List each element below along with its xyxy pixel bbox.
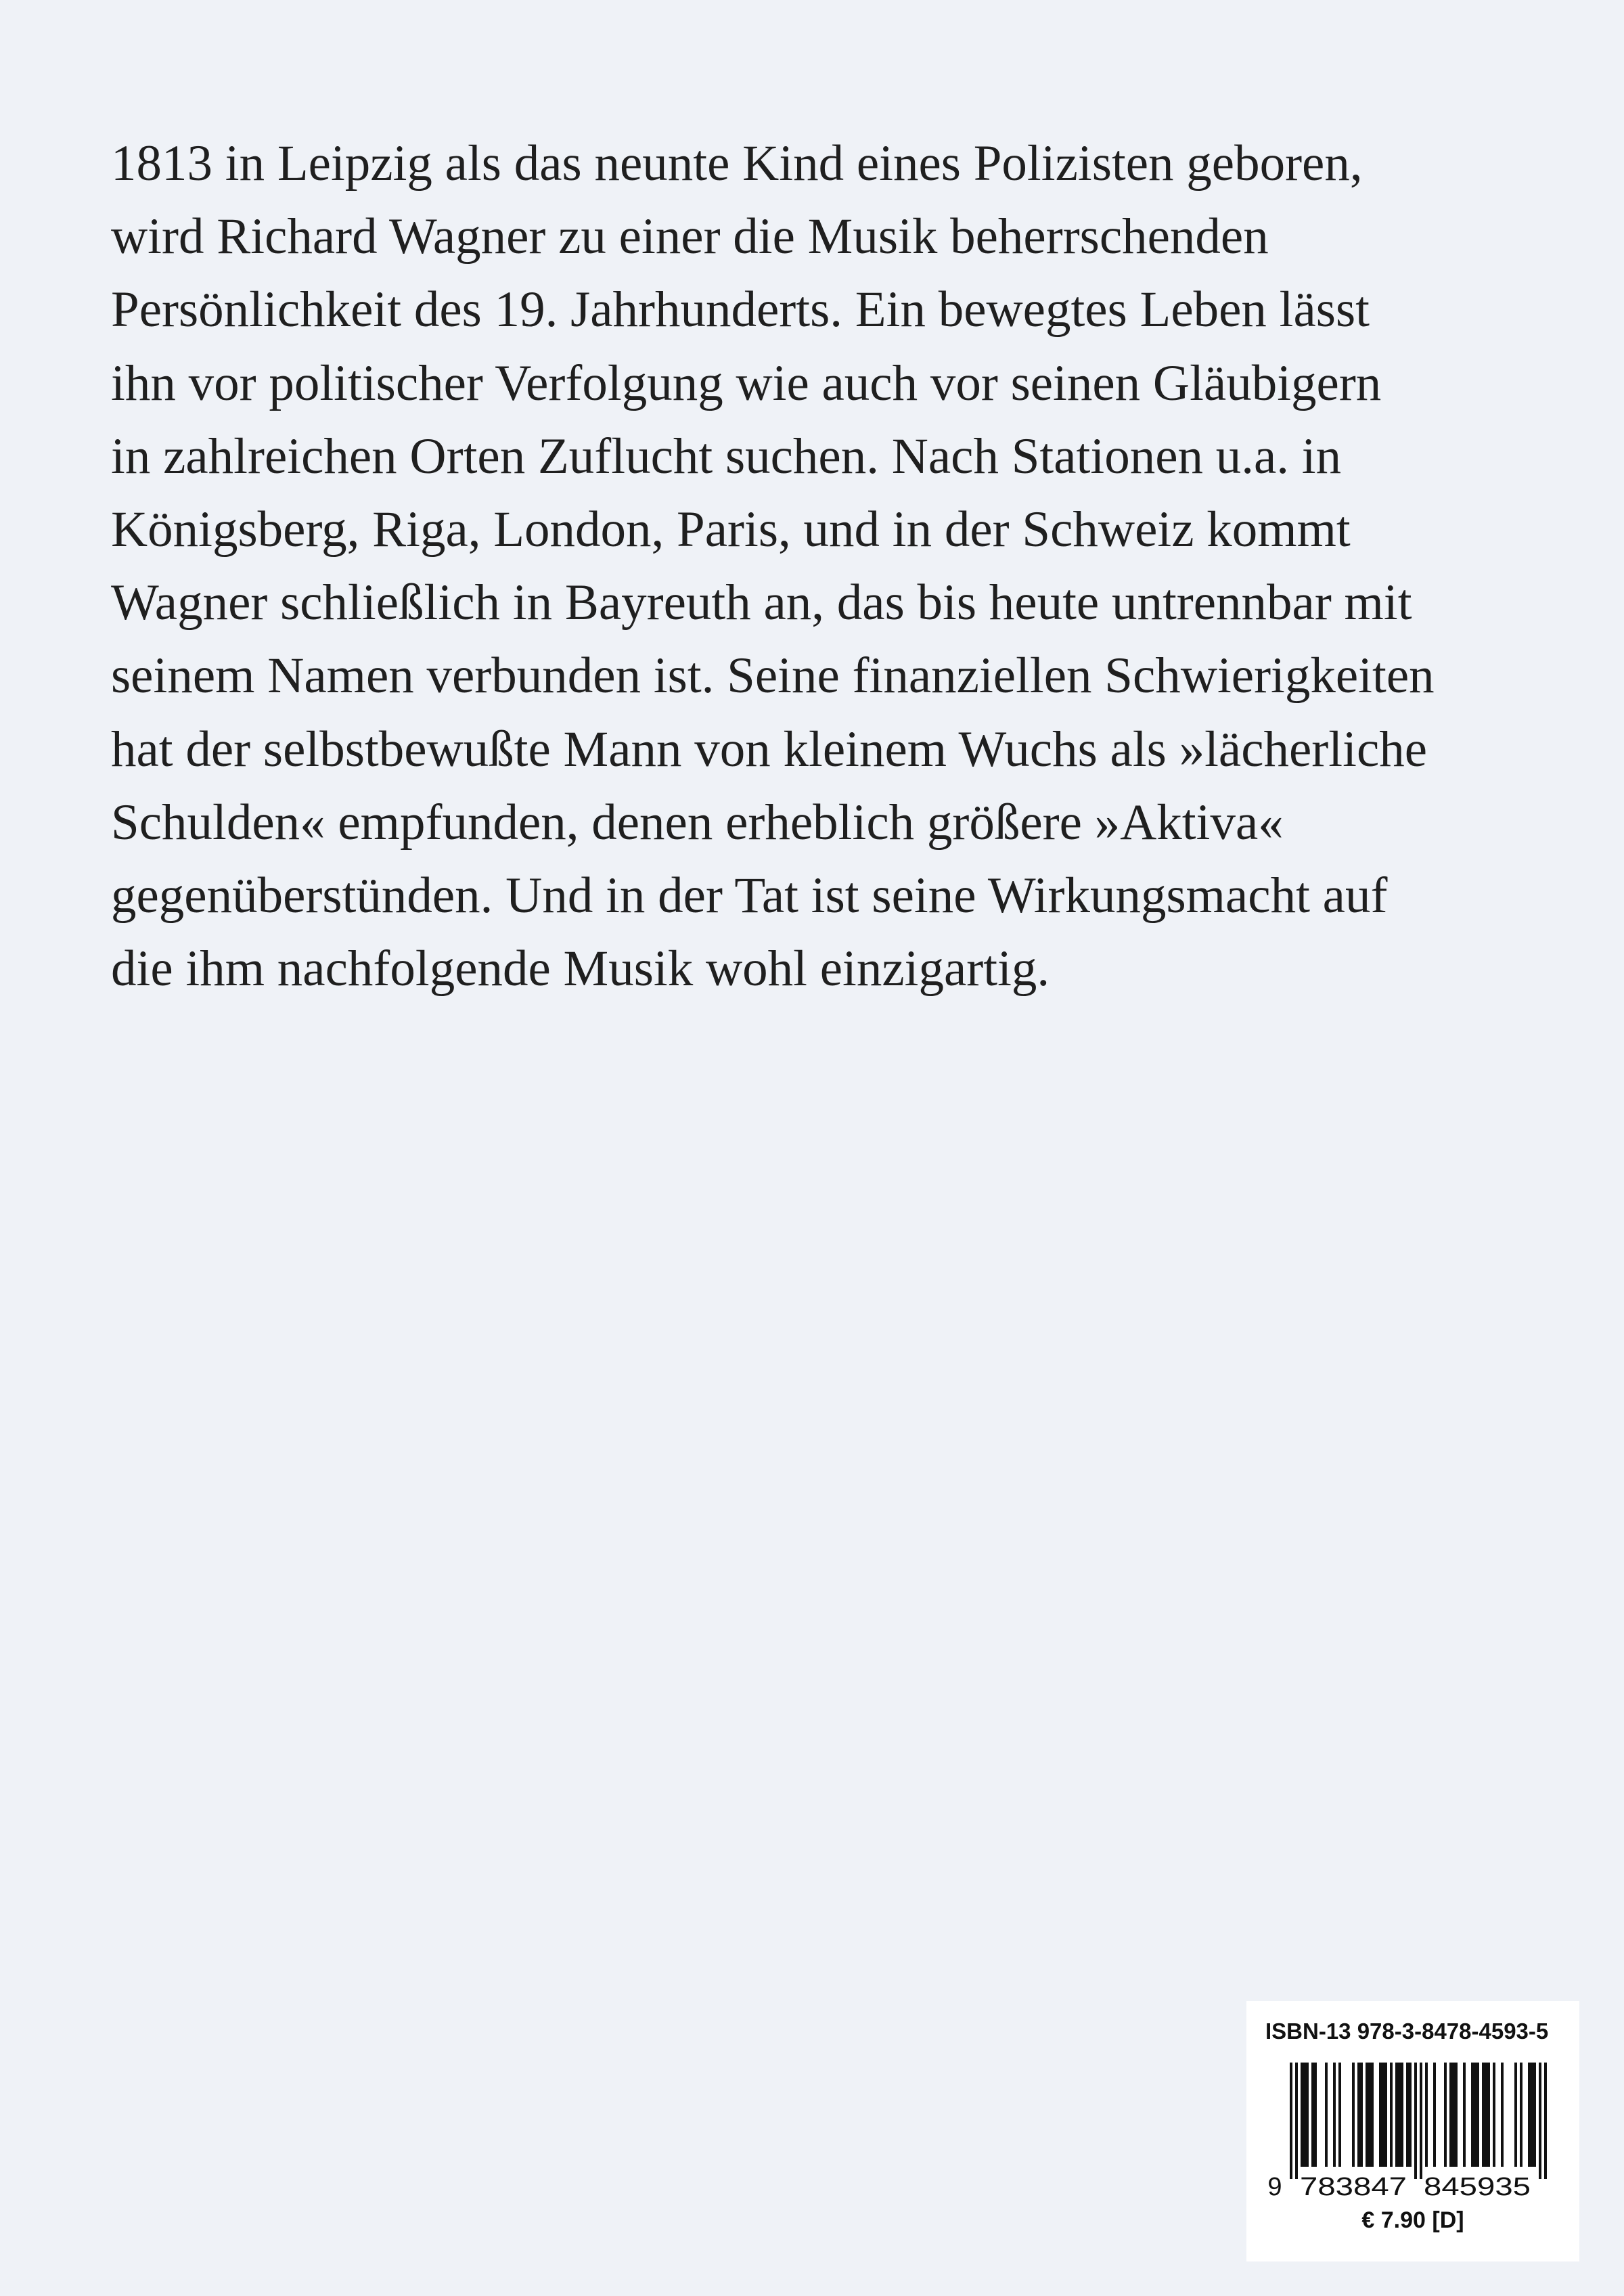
barcode-bar (1333, 2063, 1336, 2167)
barcode-bar (1384, 2063, 1387, 2167)
isbn-number: ISBN-13 978-3-8478-4593-5 (1265, 2019, 1549, 2044)
barcode-bar (1303, 2063, 1306, 2167)
barcode-bar (1487, 2063, 1490, 2167)
barcode-bar (1357, 2063, 1360, 2167)
blurb-line-11: gegenüberstünden. Und in der Tat ist seine Wirkungsmacht auf (111, 868, 1388, 924)
barcode-bar (1414, 2063, 1417, 2179)
barcode-bar (1471, 2063, 1474, 2167)
barcode-bar (1433, 2063, 1436, 2167)
price-label: € 7.90 [D] (1361, 2207, 1464, 2233)
blurb-line-12: die ihm nachfolgende Musik wohl einzigartig. (111, 941, 1050, 997)
barcode-bar (1390, 2063, 1393, 2167)
barcode-bar (1360, 2063, 1363, 2167)
barcode-bar (1493, 2063, 1495, 2167)
ean13-barcode (1265, 2063, 1560, 2198)
barcode-bar (1395, 2063, 1398, 2167)
barcode-bar (1501, 2063, 1504, 2167)
barcode-bar (1325, 2063, 1328, 2167)
barcode-bar (1449, 2063, 1452, 2167)
barcode-bar (1520, 2063, 1522, 2167)
barcode-bar (1533, 2063, 1536, 2167)
barcode-bar (1311, 2063, 1314, 2167)
barcode-bar (1539, 2063, 1541, 2179)
barcode-bar (1463, 2063, 1466, 2167)
barcode-bars (1290, 2063, 1547, 2179)
book-blurb (111, 127, 1546, 1006)
barcode-bar (1338, 2063, 1341, 2167)
barcode-bar (1452, 2063, 1455, 2167)
barcode-bar (1476, 2063, 1479, 2167)
barcode-bar (1444, 2063, 1447, 2167)
barcode-bar (1482, 2063, 1485, 2167)
barcode-bar (1371, 2063, 1374, 2167)
barcode-bar (1352, 2063, 1355, 2167)
barcode-bar (1366, 2063, 1368, 2167)
barcode-bar (1382, 2063, 1384, 2167)
isbn-barcode-panel (1246, 2001, 1579, 2261)
blurb-line-5: in zahlreichen Orten Zuflucht suchen. Nach Stationen u.a. in (111, 428, 1342, 485)
barcode-bar (1401, 2063, 1403, 2167)
barcode-bar (1544, 2063, 1547, 2179)
barcode-bar (1425, 2063, 1428, 2167)
barcode-bar (1474, 2063, 1476, 2167)
barcode-bar (1485, 2063, 1487, 2167)
barcode-bar (1420, 2063, 1422, 2179)
blurb-line-3: Persönlichkeit des 19. Jahrhunderts. Ein bewegtes Leben lässt (111, 282, 1370, 338)
barcode-bar (1306, 2063, 1309, 2167)
barcode-bar (1409, 2063, 1412, 2167)
blurb-line-4: ihn vor politischer Verfolgung wie auch vor seinen Gläubigern (111, 355, 1382, 411)
blurb-line-2: wird Richard Wagner zu einer die Musik beherrschenden (111, 208, 1269, 265)
barcode-bar (1379, 2063, 1382, 2167)
barcode-lead-digit: 9 (1267, 2173, 1282, 2198)
barcode-right-digits: 845935 (1424, 2173, 1531, 2198)
blurb-line-9: hat der selbstbewußte Mann von kleinem Wuchs als »lächerliche (111, 721, 1428, 778)
barcode-bar (1528, 2063, 1531, 2167)
barcode-bar (1398, 2063, 1401, 2167)
barcode-bar (1455, 2063, 1458, 2167)
blurb-line-8: seinem Namen verbunden ist. Seine finanziellen Schwierigkeiten (111, 648, 1435, 704)
blurb-line-10: Schulden« empfunden, denen erheblich größere »Aktiva« (111, 794, 1284, 851)
barcode-bar (1314, 2063, 1317, 2167)
blurb-line-6: Königsberg, Riga, London, Paris, und in der Schweiz kommt (111, 501, 1351, 558)
barcode-bar (1514, 2063, 1517, 2167)
barcode-bar (1301, 2063, 1303, 2167)
barcode-bar (1295, 2063, 1298, 2179)
barcode-bar (1368, 2063, 1371, 2167)
blurb-line-1: 1813 in Leipzig als das neunte Kind eines Polizisten geboren, (111, 135, 1363, 192)
barcode-bar (1531, 2063, 1533, 2167)
barcode-bar (1290, 2063, 1292, 2179)
barcode-bar (1406, 2063, 1409, 2167)
blurb-line-7: Wagner schließlich in Bayreuth an, das bis heute untrennbar mit (111, 575, 1412, 631)
barcode-left-digits: 783847 (1300, 2173, 1407, 2198)
